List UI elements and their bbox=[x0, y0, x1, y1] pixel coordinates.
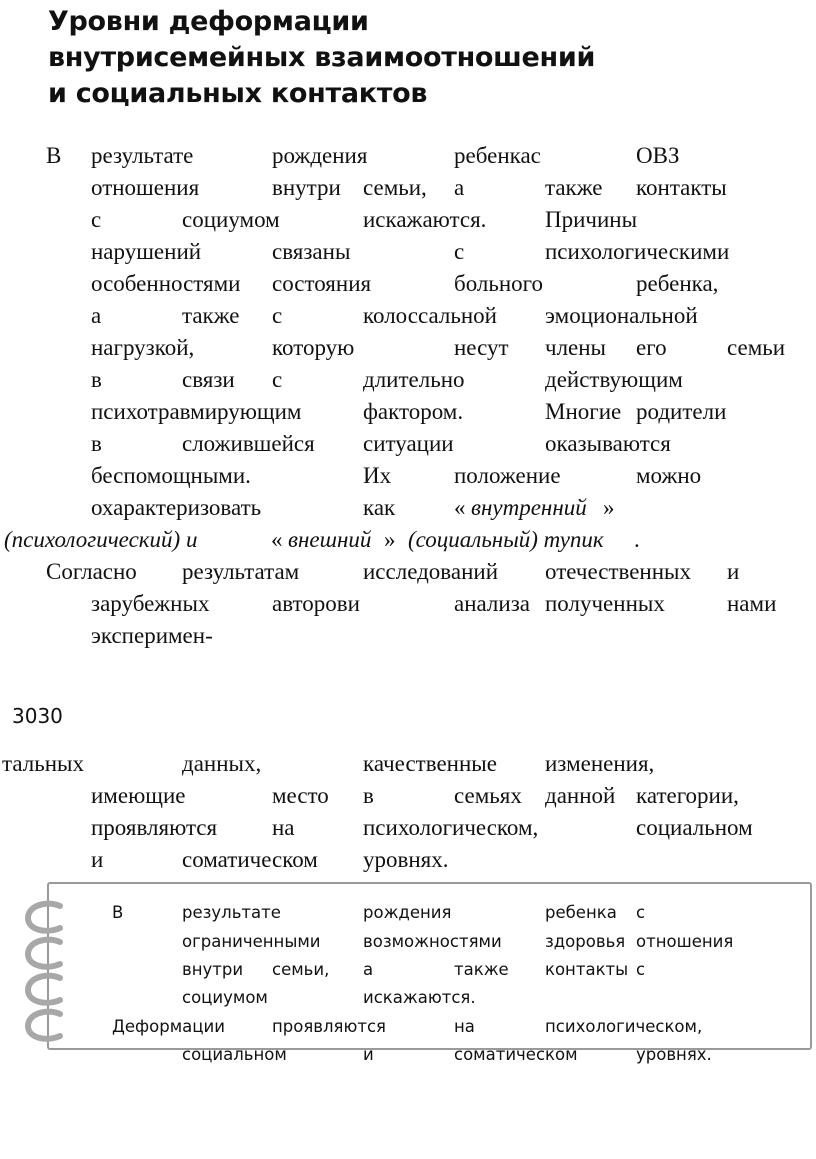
word: В bbox=[112, 903, 124, 922]
word: проявляются bbox=[272, 1017, 386, 1036]
word: семьи, bbox=[363, 175, 427, 200]
word: особенностями bbox=[91, 271, 241, 296]
word: возможностями bbox=[363, 932, 502, 951]
page-number: 3030 bbox=[12, 704, 63, 728]
word: Согласно bbox=[46, 559, 137, 584]
word: категории, bbox=[636, 783, 739, 808]
word: в bbox=[91, 367, 102, 392]
word: данной bbox=[545, 783, 616, 808]
word: ребенкас bbox=[454, 143, 541, 168]
word: охарактеризовать bbox=[91, 495, 262, 520]
word: рождения bbox=[272, 143, 368, 168]
word: социумом bbox=[182, 988, 268, 1007]
word: рождения bbox=[363, 903, 452, 922]
word: с bbox=[272, 367, 283, 392]
word: также bbox=[454, 960, 509, 979]
word: социальном bbox=[182, 1045, 287, 1064]
word-italic: внутренний bbox=[471, 495, 587, 520]
word: и bbox=[363, 1045, 374, 1064]
word: ребенка bbox=[545, 903, 617, 922]
word: на bbox=[454, 1017, 475, 1036]
word: соматическом bbox=[182, 847, 318, 872]
word: имеющие bbox=[91, 783, 186, 808]
word: результатам bbox=[182, 559, 300, 584]
word: колоссальной bbox=[363, 303, 497, 328]
word: данных, bbox=[182, 751, 262, 776]
word: исследований bbox=[363, 559, 499, 584]
word: также bbox=[545, 175, 603, 200]
word: действующим bbox=[545, 367, 683, 392]
word: авторови bbox=[272, 591, 360, 616]
word: изменения, bbox=[545, 751, 655, 776]
word: проявляются bbox=[91, 815, 218, 840]
word: зарубежных bbox=[91, 591, 210, 616]
word-italic: (психологический) и bbox=[4, 527, 198, 552]
word: искажаются. bbox=[363, 988, 476, 1007]
word: уровнях. bbox=[636, 1045, 712, 1064]
word: контакты bbox=[545, 960, 629, 979]
word: семьи, bbox=[272, 960, 330, 979]
word: искажаются. bbox=[363, 207, 487, 232]
word: нагрузкой, bbox=[91, 335, 195, 360]
word: » bbox=[603, 495, 615, 520]
word: и bbox=[727, 559, 740, 584]
word: семьях bbox=[454, 783, 522, 808]
word: как bbox=[363, 495, 396, 520]
word: отношения bbox=[636, 932, 734, 951]
word: с bbox=[454, 239, 465, 264]
word: родители bbox=[636, 399, 727, 424]
word: полученных bbox=[545, 591, 665, 616]
word: которую bbox=[272, 335, 355, 360]
word: место bbox=[272, 783, 329, 808]
word: с bbox=[91, 207, 102, 232]
word: ситуации bbox=[363, 431, 454, 456]
word: уровнях. bbox=[363, 847, 449, 872]
word: с bbox=[636, 960, 646, 979]
word: фактором. bbox=[363, 399, 464, 424]
word: Их bbox=[363, 463, 392, 488]
word-italic: внешний bbox=[288, 527, 372, 552]
word: соматическом bbox=[454, 1045, 578, 1064]
word: Деформации bbox=[112, 1017, 225, 1036]
word: а bbox=[91, 303, 102, 328]
word: несут bbox=[454, 335, 509, 360]
word: также bbox=[182, 303, 240, 328]
word: члены bbox=[545, 335, 607, 360]
word: сложившейся bbox=[182, 431, 315, 456]
word: качественные bbox=[363, 751, 497, 776]
word: его bbox=[636, 335, 667, 360]
word: положение bbox=[454, 463, 561, 488]
word: внутри bbox=[182, 960, 244, 979]
word: состояния bbox=[272, 271, 372, 296]
word: результате bbox=[182, 903, 281, 922]
word-italic: (социальный) тупик bbox=[408, 527, 604, 552]
word: отечественных bbox=[545, 559, 691, 584]
spiral-binding-icon bbox=[20, 898, 76, 1048]
word: нарушений bbox=[91, 239, 202, 264]
word: больного bbox=[454, 271, 544, 296]
word: ограниченными bbox=[182, 932, 321, 951]
word: можно bbox=[636, 463, 702, 488]
word: эксперимен- bbox=[91, 623, 213, 648]
word: внутри bbox=[272, 175, 341, 200]
word: беспомощными. bbox=[91, 463, 251, 488]
word: результате bbox=[91, 143, 194, 168]
word: а bbox=[363, 960, 374, 979]
word: семьи bbox=[727, 335, 786, 360]
word: Причины bbox=[545, 207, 638, 232]
word: связаны bbox=[272, 239, 351, 264]
word: и bbox=[91, 847, 104, 872]
word: социумом bbox=[182, 207, 280, 232]
word: в bbox=[363, 783, 374, 808]
word: психологическом, bbox=[363, 815, 539, 840]
word: ребенка, bbox=[636, 271, 719, 296]
word: с bbox=[272, 303, 283, 328]
word: психологическом, bbox=[545, 1017, 703, 1036]
word: нами bbox=[727, 591, 777, 616]
word: с bbox=[636, 903, 646, 922]
title-line: Уровни деформации bbox=[48, 6, 369, 37]
word: эмоциональной bbox=[545, 303, 698, 328]
word: а bbox=[454, 175, 465, 200]
word: « bbox=[454, 495, 466, 520]
word: оказываются bbox=[545, 431, 671, 456]
title-line: внутрисемейных взаимоотношений bbox=[48, 42, 596, 73]
word: контакты bbox=[636, 175, 727, 200]
word: длительно bbox=[363, 367, 465, 392]
title-line: и социальных контактов bbox=[48, 78, 428, 109]
word: « bbox=[271, 527, 283, 552]
word: тальных bbox=[2, 751, 84, 776]
page-title bbox=[48, 4, 595, 112]
word: социальном bbox=[636, 815, 753, 840]
word: в bbox=[91, 431, 102, 456]
word: психологическими bbox=[545, 239, 730, 264]
word: Многие bbox=[545, 399, 622, 424]
word: . bbox=[634, 527, 640, 552]
word: В bbox=[46, 143, 62, 168]
word: связи bbox=[182, 367, 235, 392]
word: » bbox=[384, 527, 396, 552]
word: на bbox=[272, 815, 295, 840]
word: здоровья bbox=[545, 932, 626, 951]
word: психотравмирующим bbox=[91, 399, 302, 424]
word: анализа bbox=[454, 591, 531, 616]
word: отношения bbox=[91, 175, 200, 200]
word: ОВЗ bbox=[636, 143, 680, 168]
